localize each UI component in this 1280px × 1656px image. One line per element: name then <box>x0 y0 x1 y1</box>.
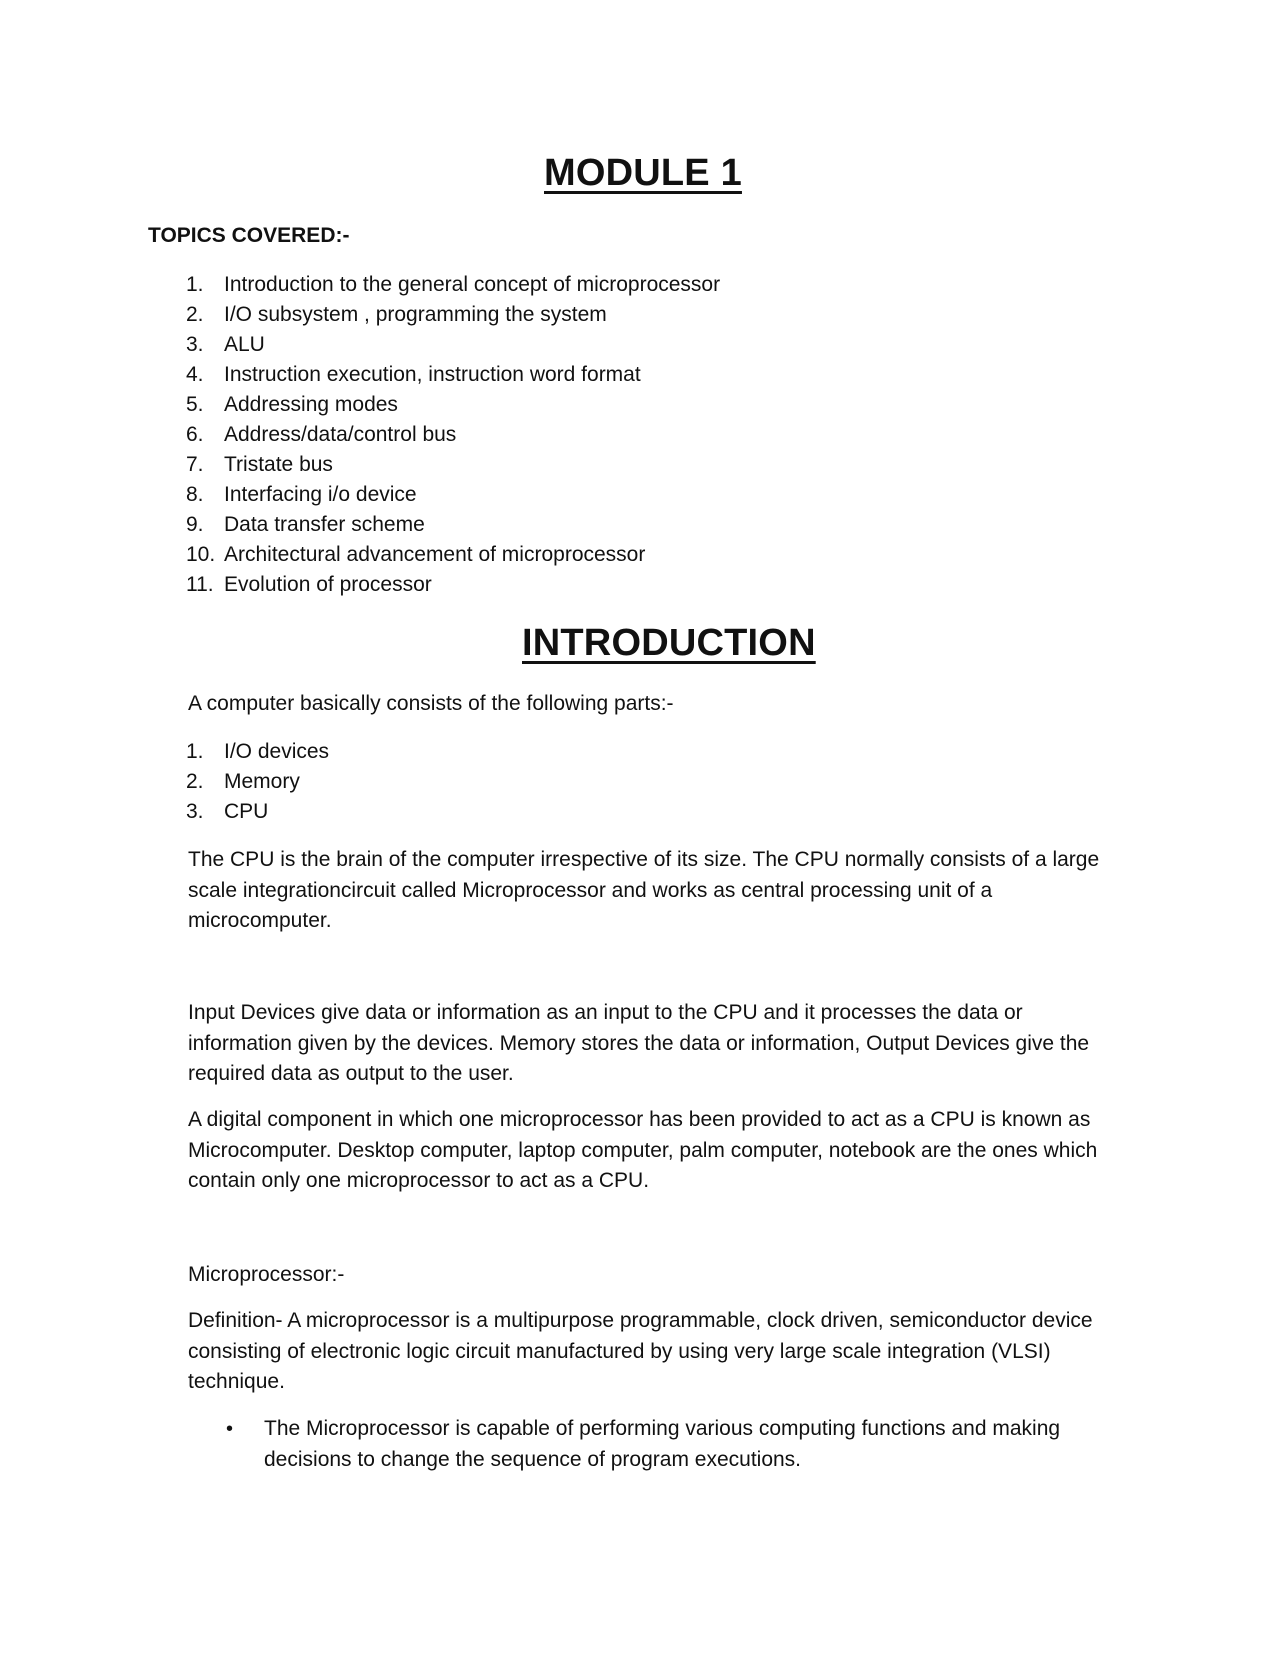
topic-number: 8. <box>186 483 204 506</box>
topic-text: Interfacing i/o device <box>224 483 417 506</box>
topic-text: I/O subsystem , programming the system <box>224 303 607 326</box>
topic-text: Address/data/control bus <box>224 423 457 446</box>
parts-intro-paragraph: A computer basically consists of the following parts:- <box>188 692 674 715</box>
topics-list <box>186 270 720 600</box>
part-text: Memory <box>224 770 300 793</box>
topic-item <box>186 570 720 600</box>
topic-number: 6. <box>186 423 204 446</box>
part-number: 2. <box>186 770 204 793</box>
computer-parts-list <box>186 737 329 827</box>
topic-item <box>186 300 720 330</box>
topics-heading: TOPICS COVERED:- <box>148 224 350 247</box>
input-devices-paragraph: Input Devices give data or information as an input to the CPU and it processes the data or information given by the devices. Memory stores the data or information, Output Devices give the required data as output to the user. <box>188 1001 1090 1085</box>
topic-number: 9. <box>186 513 204 536</box>
part-item <box>186 767 329 797</box>
part-item <box>186 737 329 767</box>
part-item <box>186 797 329 827</box>
topic-number: 4. <box>186 363 204 386</box>
bullet-icon: • <box>226 1418 234 1440</box>
topic-number: 3. <box>186 333 204 356</box>
topic-text: Data transfer scheme <box>224 513 425 536</box>
definition-paragraph: Definition- A microprocessor is a multipurpose programmable, clock driven, semiconductor device consisting of electronic logic circuit manufactured by using very large scale integration (VLSI) technique. <box>188 1309 1093 1393</box>
topic-text: Architectural advancement of microprocessor <box>224 543 646 566</box>
topic-item <box>186 390 720 420</box>
module-title: MODULE 1 <box>544 152 742 194</box>
topic-text: Addressing modes <box>224 393 398 416</box>
topic-item <box>186 540 720 570</box>
part-text: CPU <box>224 800 269 823</box>
bullet-item <box>226 1414 1106 1475</box>
microprocessor-label: Microprocessor:- <box>188 1263 345 1286</box>
topic-item <box>186 480 720 510</box>
topic-number: 7. <box>186 453 204 476</box>
topic-text: ALU <box>224 333 265 356</box>
part-number: 3. <box>186 800 204 823</box>
topic-text: Instruction execution, instruction word format <box>224 363 641 386</box>
topic-number: 1. <box>186 273 204 296</box>
cpu-paragraph: The CPU is the brain of the computer irrespective of its size. The CPU normally consists of a large scale integrationcircuit called Microprocessor and works as central processing unit of a microcomputer. <box>188 848 1100 932</box>
topic-number: 5. <box>186 393 204 416</box>
topic-text: Tristate bus <box>224 453 333 476</box>
topic-item <box>186 510 720 540</box>
topic-item <box>186 270 720 300</box>
topic-number: 2. <box>186 303 204 326</box>
topic-text: Introduction to the general concept of microprocessor <box>224 273 721 296</box>
topic-text: Evolution of processor <box>224 573 432 596</box>
bullet-list <box>226 1414 1106 1475</box>
introduction-title: INTRODUCTION <box>522 622 816 664</box>
topic-item <box>186 420 720 450</box>
topic-item <box>186 330 720 360</box>
part-number: 1. <box>186 740 204 763</box>
microcomputer-paragraph: A digital component in which one microprocessor has been provided to act as a CPU is known as Microcomputer. Desktop computer, laptop computer, palm computer, notebook are the ones which contain only one microprocessor to act as a CPU. <box>188 1108 1098 1192</box>
topic-number: 10. <box>186 543 216 566</box>
topic-item <box>186 450 720 480</box>
topic-number: 11. <box>186 573 214 596</box>
bullet-text: The Microprocessor is capable of performing various computing functions and making decisions to change the sequence of program executions. <box>264 1417 1061 1471</box>
topic-item <box>186 360 720 390</box>
part-text: I/O devices <box>224 740 330 763</box>
